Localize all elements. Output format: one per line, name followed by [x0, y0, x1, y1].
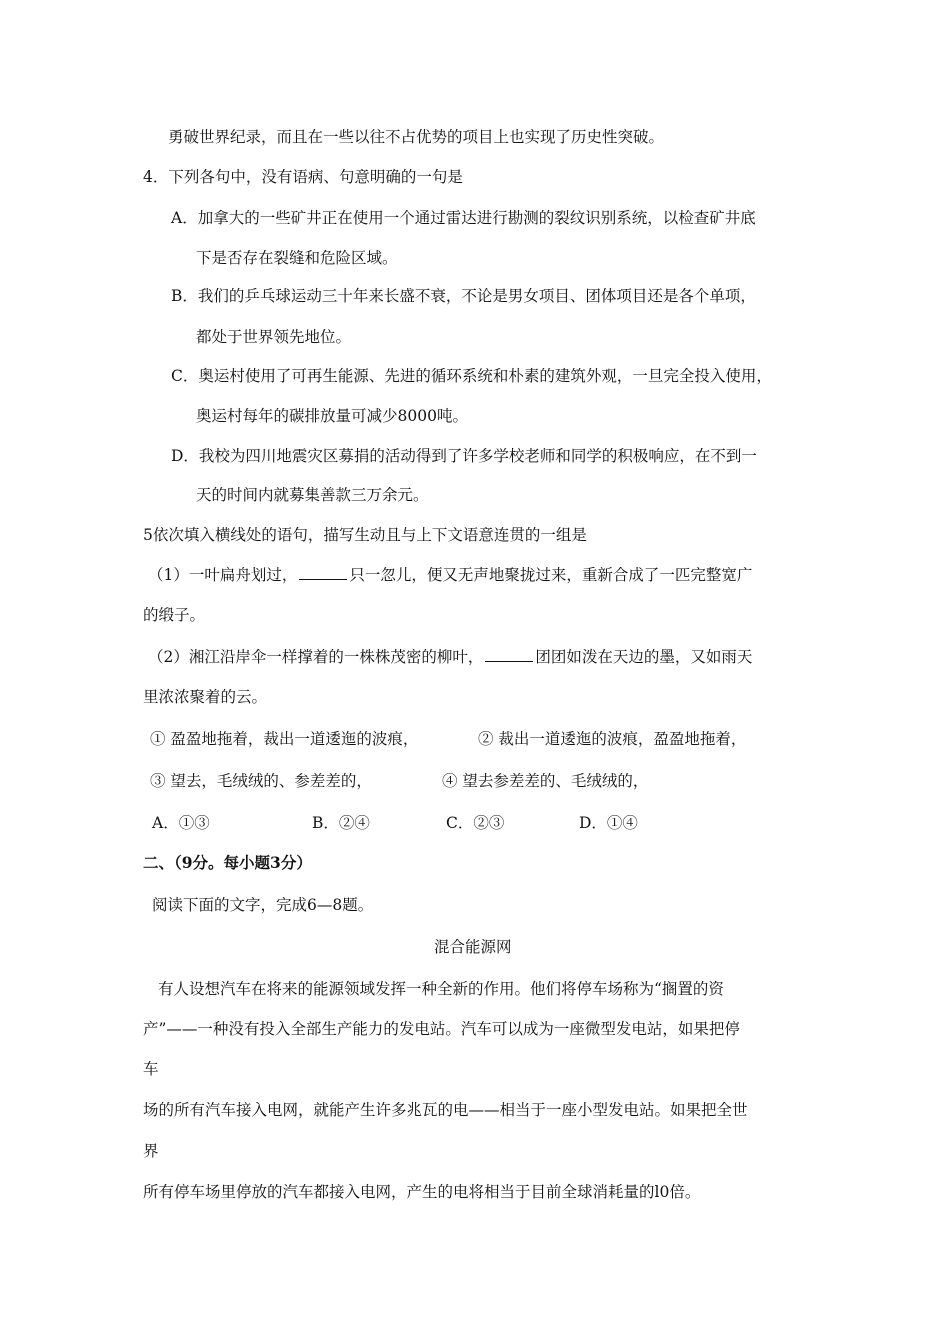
- passage-line: 车: [143, 1060, 159, 1078]
- sentence-1-part-a: （1）一叶扁舟划过，: [148, 566, 298, 584]
- option-d-line2: 天的时间内就募集善款三万余元。: [196, 486, 429, 504]
- choice-2: ② 裁出一道逶迤的波痕，盈盈地拖着，: [478, 730, 747, 748]
- sentence-1: [148, 565, 752, 585]
- sentence-1-cont: 的缎子。: [143, 606, 206, 624]
- sentence-2-part-a: （2）湘江沿岸伞一样撑着的一株株茂密的柳叶，: [148, 648, 484, 666]
- blank-2: [485, 647, 533, 662]
- sentence-2: [148, 647, 752, 667]
- text-line: 勇破世界纪录，而且在一些以往不占优势的项目上也实现了历史性突破。: [168, 128, 665, 146]
- choice-1: ① 盈盈地拖着，裁出一道逶迤的波痕，: [150, 730, 419, 748]
- passage-line: 场的所有汽车接入电网，就能产生许多兆瓦的电——相当于一座小型发电站。如果把全世: [143, 1101, 748, 1119]
- passage-line: 产”——一种没有投入全部生产能力的发电站。汽车可以成为一座微型发电站，如果把停: [143, 1020, 740, 1038]
- choice-4: ④ 望去参差差的、毛绒绒的，: [442, 772, 649, 790]
- passage-line: 所有停车场里停放的汽车都接入电网，产生的电将相当于目前全球消耗量的l0倍。: [143, 1183, 701, 1201]
- sentence-2-cont: 里浓浓聚着的云。: [143, 688, 268, 706]
- option-b-line2: 都处于世界领先地位。: [196, 328, 352, 346]
- option-a-line1: A．加拿大的一些矿井正在使用一个通过雷达进行勘测的裂纹识别系统，以检查矿井底: [171, 209, 756, 227]
- option-b-line1: B．我们的乒乓球运动三十年来长盛不衰，不论是男女项目、团体项目还是各个单项，: [171, 287, 756, 305]
- answer-b: B．②④: [312, 814, 370, 832]
- answer-c: C．②③: [446, 814, 505, 832]
- sentence-1-part-b: 只一忽儿，便又无声地聚拢过来，重新合成了一匹完整宽广: [349, 566, 753, 584]
- option-d-line1: D．我校为四川地震灾区募捐的活动得到了许多学校老师和同学的积极响应，在不到一: [171, 447, 757, 465]
- answer-a: A．①③: [152, 814, 210, 832]
- option-c-line2: 奥运村每年的碳排放量可减少8000吨。: [196, 407, 468, 425]
- question-5-stem: 5依次填入横线处的语句，描写生动且与上下文语意连贯的一组是: [143, 526, 587, 544]
- section-2-heading: 二、（9分。每小题3分）: [143, 853, 312, 872]
- option-c-line1: C．奥运村使用了可再生能源、先进的循环系统和朴素的建筑外观，一旦完全投入使用，: [171, 367, 772, 385]
- passage-title: 混合能源网: [434, 938, 512, 956]
- option-a-line2: 下是否存在裂缝和危险区域。: [196, 249, 398, 267]
- choice-3: ③ 望去，毛绒绒的、参差差的，: [150, 772, 372, 790]
- answer-d: D．①④: [579, 814, 638, 832]
- passage-line: 有人设想汽车在将来的能源领域发挥一种全新的作用。他们将停车场称为“搁置的资: [158, 980, 724, 998]
- sentence-2-part-b: 团团如泼在天边的墨，又如雨天: [535, 648, 753, 666]
- question-4-stem: 4．下列各句中，没有语病、句意明确的一句是: [143, 168, 463, 186]
- blank-1: [299, 565, 347, 580]
- passage-line: 界: [143, 1142, 159, 1160]
- reading-instruction: 阅读下面的文字，完成6—8题。: [152, 896, 374, 914]
